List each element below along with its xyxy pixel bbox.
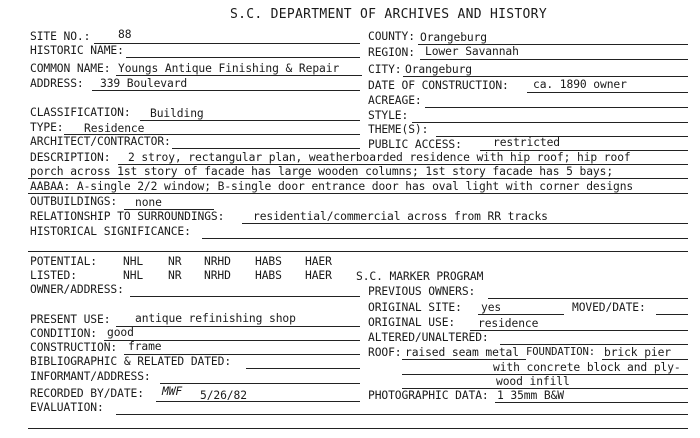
classification-line: [140, 120, 360, 121]
listed-habs: HABS: [255, 269, 282, 282]
original-use-line: [470, 330, 688, 331]
informant-label: INFORMANT/ADDRESS:: [30, 370, 151, 383]
region-label: REGION:: [368, 46, 415, 59]
evaluation-line: [116, 414, 688, 415]
region-line: [420, 59, 688, 60]
type-value: Residence: [84, 122, 145, 135]
roof-line: [402, 359, 526, 360]
potential-nhl: NHL: [123, 255, 144, 268]
informant-line: [160, 383, 360, 384]
condition-value: good: [107, 326, 134, 339]
recorded-date: 5/26/82: [200, 389, 247, 402]
photographic-value: 1 35mm B&W: [497, 389, 565, 402]
potential-haer: HAER: [305, 255, 332, 268]
photographic-line: [495, 402, 688, 403]
original-use-label: ORIGINAL USE:: [368, 316, 456, 329]
description-label: DESCRIPTION:: [30, 151, 111, 164]
present-use-value: antique refinishing shop: [135, 312, 296, 325]
relationship-value: residential/commercial across from RR tracks: [253, 210, 548, 223]
site-no-line: [94, 43, 360, 44]
acreage-line: [425, 107, 688, 108]
foundation-value-3: wood infill: [496, 375, 570, 388]
recorded-initials: MWF: [162, 385, 183, 398]
foundation-value-1: brick pier: [604, 346, 672, 359]
date-construction-value: ca. 1890 owner: [533, 78, 627, 91]
relationship-label: RELATIONSHIP TO SURROUNDINGS:: [30, 210, 225, 223]
moved-date-line: [656, 314, 688, 315]
evaluation-label: EVALUATION:: [30, 401, 104, 414]
listed-nr: NR: [168, 269, 182, 282]
owner-address-label: OWNER/ADDRESS:: [30, 283, 124, 296]
historic-name-line: [126, 57, 360, 58]
potential-nr: NR: [168, 255, 182, 268]
previous-owners-label: PREVIOUS OWNERS:: [368, 285, 476, 298]
classification-label: CLASSIFICATION:: [30, 106, 131, 119]
owner-address-line: [130, 296, 360, 297]
blank-line-1: [28, 251, 688, 252]
present-use-label: PRESENT USE:: [30, 313, 111, 326]
common-name-label: COMMON NAME:: [30, 62, 111, 75]
themes-line: [436, 136, 688, 137]
public-access-label: PUBLIC ACCESS:: [368, 138, 462, 151]
site-no-value: 88: [118, 28, 132, 41]
previous-owners-line: [488, 298, 688, 299]
description-underline-3: [28, 193, 688, 194]
common-name-line: [116, 75, 362, 76]
address-label: ADDRESS:: [30, 77, 84, 90]
date-construction-label: DATE OF CONSTRUCTION:: [368, 79, 509, 92]
construction-value: frame: [128, 340, 162, 353]
county-label: COUNTY:: [368, 30, 415, 43]
description-underline-2: [28, 178, 688, 179]
public-access-value: restricted: [493, 136, 561, 149]
outbuildings-label: OUTBUILDINGS:: [30, 195, 118, 208]
type-label: TYPE:: [30, 121, 64, 134]
style-label: STYLE:: [368, 109, 409, 122]
foundation-label: FOUNDATION:: [526, 346, 596, 358]
historical-significance-line: [202, 238, 688, 239]
original-site-value: yes: [481, 301, 502, 314]
potential-label: POTENTIAL:: [30, 255, 98, 268]
architect-label: ARCHITECT/CONTRACTOR:: [30, 135, 171, 148]
style-line: [412, 122, 688, 123]
construction-label: CONSTRUCTION:: [30, 341, 118, 354]
address-value: 339 Boulevard: [100, 77, 188, 90]
potential-nrhd: NRHD: [204, 255, 231, 268]
site-no-label: SITE NO.:: [30, 30, 91, 43]
historical-significance-label: HISTORICAL SIGNIFICANCE:: [30, 225, 191, 238]
marker-program-label: S.C. MARKER PROGRAM: [356, 270, 484, 283]
altered-label: ALTERED/UNALTERED:: [368, 331, 489, 344]
present-use-line: [116, 326, 360, 327]
city-line: [403, 76, 688, 77]
city-label: CITY:: [368, 63, 402, 76]
description-line-3: AABAA: A-single 2/2 window; B-single door entrance door has oval light with corner designs: [30, 180, 634, 193]
blank-line-2: [28, 428, 688, 429]
listed-haer: HAER: [305, 269, 332, 282]
foundation-line-1: [602, 359, 688, 360]
listed-nhl: NHL: [123, 269, 144, 282]
original-site-label: ORIGINAL SITE:: [368, 301, 462, 314]
photographic-label: PHOTOGRAPHIC DATA:: [368, 389, 489, 402]
condition-label: CONDITION:: [30, 327, 98, 340]
original-site-line: [478, 314, 564, 315]
roof-label: ROOF:: [368, 346, 402, 359]
recorded-by-label: RECORDED BY/DATE:: [30, 387, 144, 400]
address-line: [92, 90, 360, 91]
outbuildings-value: none: [135, 196, 162, 209]
description-line-1: 2 stroy, rectangular plan, weatherboarded residence with hip roof; hip roof: [128, 151, 631, 164]
roof-value: raised seam metal: [405, 346, 519, 359]
description-line-2: porch across 1st story of facade has large wooden columns; 1st story facade has 5 bays;: [30, 165, 614, 178]
foundation-value-2: with concrete block and ply-: [493, 361, 681, 374]
altered-line: [500, 344, 688, 345]
themes-label: THEME(S):: [368, 123, 429, 136]
date-construction-line: [527, 92, 688, 93]
region-value: Lower Savannah: [425, 45, 519, 58]
listed-label: LISTED:: [30, 269, 77, 282]
county-value: Orangeburg: [420, 31, 488, 44]
common-name-value: Youngs Antique Finishing & Repair: [118, 62, 340, 75]
potential-habs: HABS: [255, 255, 282, 268]
classification-value: Building: [150, 107, 204, 120]
historic-name-label: HISTORIC NAME:: [30, 44, 124, 57]
form-title: S.C. DEPARTMENT OF ARCHIVES AND HISTORY: [230, 7, 547, 22]
architect-line: [172, 148, 360, 149]
acreage-label: ACREAGE:: [368, 94, 422, 107]
recorded-line: [156, 401, 360, 402]
listed-nrhd: NRHD: [204, 269, 231, 282]
relationship-line: [242, 223, 688, 224]
bibliographic-line: [246, 368, 360, 369]
moved-date-label: MOVED/DATE:: [572, 301, 646, 314]
original-use-value: residence: [478, 317, 539, 330]
city-value: Orangeburg: [405, 63, 473, 76]
bibliographic-label: BIBLIOGRAPHIC & RELATED DATED:: [30, 355, 232, 368]
